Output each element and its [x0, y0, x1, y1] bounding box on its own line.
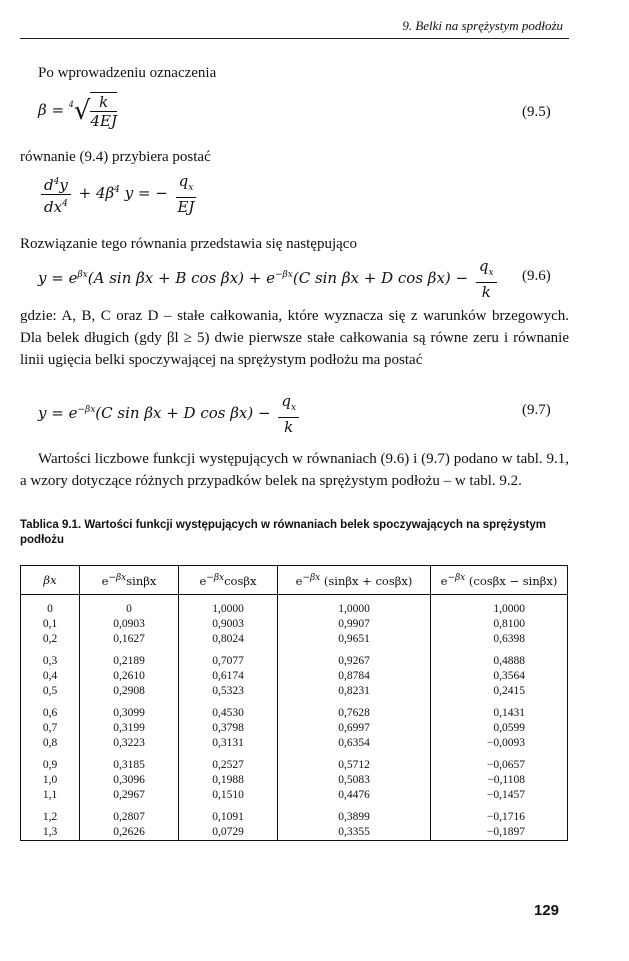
col-header [80, 566, 179, 595]
table-cell: 1,0 [21, 773, 80, 788]
table-cell: 0,4476 [278, 788, 431, 803]
spacer-cell [431, 803, 568, 810]
col-header-text: e [101, 573, 109, 588]
eq96-k: k [481, 283, 491, 301]
spacer-cell [179, 647, 278, 654]
col-header-sup: −βx [108, 572, 127, 583]
table-cell: 0,9907 [278, 617, 431, 632]
col-header [278, 566, 431, 595]
ode-q-sub: x [188, 183, 194, 193]
table-cell: 0,3096 [80, 773, 179, 788]
eq96-b-sup: −βx [275, 270, 293, 280]
equation-number-9-6: (9.6) [522, 268, 551, 284]
table-cell: 0,6354 [278, 736, 431, 751]
table-cell: −0,1108 [431, 773, 568, 788]
table-cell: 1,1 [21, 788, 80, 803]
table-cell: −0,0657 [431, 758, 568, 773]
ode-ej: EJ [177, 198, 195, 216]
col-header-text: (cosβx − sinβx) [465, 573, 558, 588]
spacer-cell [80, 699, 179, 706]
spacer-cell [80, 595, 179, 603]
table-row [21, 736, 568, 751]
spacer-cell [179, 699, 278, 706]
paragraph-5: Wartości liczbowe funkcji występujących w równaniach (9.6) i (9.7) podano w tabl. 9.1, a wzory dotyczące różnych przypadków belek na sprężystym podłożu – w tabl. 9.2. [20, 451, 569, 489]
table-cell: 0,2610 [80, 669, 179, 684]
col-header [179, 566, 278, 595]
table-cell: 0,2527 [179, 758, 278, 773]
ode-q: q [178, 172, 189, 190]
ode-d: d [44, 175, 54, 194]
col-header [431, 566, 568, 595]
spacer-cell [278, 595, 431, 603]
table-spacer-row [21, 803, 568, 810]
table-cell: 0 [21, 602, 80, 617]
ode-mid: + 4β [78, 184, 115, 202]
table-cell: 0,3 [21, 654, 80, 669]
running-header: 9. Belki na sprężystym podłożu [402, 18, 563, 33]
table-spacer-row [21, 647, 568, 654]
spacer-cell [431, 751, 568, 758]
col-header-text: sinβx [126, 573, 157, 588]
col-header-text: cosβx [224, 573, 257, 588]
eq95-numerator: k [90, 93, 117, 112]
table-cell: 0,8784 [278, 669, 431, 684]
paragraph-1: Po wprowadzeniu oznaczenia [38, 65, 217, 81]
eq95-root-index: 4 [68, 100, 74, 109]
table-cell: 0,8 [21, 736, 80, 751]
table-cell: 0,3355 [278, 825, 431, 841]
table-cell: 0,0729 [179, 825, 278, 841]
table-cell: 0,9267 [278, 654, 431, 669]
spacer-cell [21, 647, 80, 654]
eq95-lhs: β = [38, 101, 65, 119]
equation-number-9-5: (9.5) [522, 104, 551, 120]
table-cell: 0,2807 [80, 810, 179, 825]
table-cell: 0,7077 [179, 654, 278, 669]
table-cell: 0,0903 [80, 617, 179, 632]
spacer-cell [21, 595, 80, 603]
table-row [21, 617, 568, 632]
table-cell: −0,1716 [431, 810, 568, 825]
col-header-text: e [295, 573, 303, 588]
ode-d-sup: 4 [53, 176, 60, 187]
table-cell: 0,3564 [431, 669, 568, 684]
table-cell: 0,2189 [80, 654, 179, 669]
table-row [21, 758, 568, 773]
table-cell: 0,1091 [179, 810, 278, 825]
table-cell: 0,7628 [278, 706, 431, 721]
paragraph-3: Rozwiązanie tego równania przedstawia się następująco [20, 236, 357, 252]
table-cell: 0,5323 [179, 684, 278, 699]
table-row [21, 788, 568, 803]
table-row [21, 721, 568, 736]
table-cell: 0,2626 [80, 825, 179, 841]
table-cell: −0,0093 [431, 736, 568, 751]
col-header-sup: −βx [302, 572, 321, 583]
spacer-cell [21, 699, 80, 706]
table-row [21, 684, 568, 699]
col-header-text: e [199, 573, 207, 588]
values-table [20, 565, 568, 841]
spacer-cell [278, 803, 431, 810]
col-header-text: (sinβx + cosβx) [320, 573, 413, 588]
table-header-row [21, 566, 568, 595]
page-number: 129 [534, 902, 560, 919]
table-cell: 0,1431 [431, 706, 568, 721]
table-cell: 0,2908 [80, 684, 179, 699]
table-cell: 0,7 [21, 721, 80, 736]
eq96-q: q [478, 257, 489, 275]
table-cell: 0,2967 [80, 788, 179, 803]
table-cell: 0,3223 [80, 736, 179, 751]
table-cell: 0 [80, 602, 179, 617]
table-cell: 0,3798 [179, 721, 278, 736]
spacer-cell [278, 751, 431, 758]
spacer-cell [21, 803, 80, 810]
table-cell: −0,1457 [431, 788, 568, 803]
spacer-cell [278, 699, 431, 706]
col-header-text: βx [43, 573, 57, 587]
paragraph-2: równanie (9.4) przybiera postać [20, 149, 211, 165]
equation-ode [38, 172, 199, 216]
eq96-c: (C sin βx + D cos βx) − [292, 269, 469, 287]
spacer-cell [431, 647, 568, 654]
equation-9-6 [38, 257, 500, 301]
eq97-a-sup: −βx [77, 405, 96, 415]
table-spacer-row [21, 699, 568, 706]
spacer-cell [278, 647, 431, 654]
table-cell: 1,0000 [278, 602, 431, 617]
ode-mid2: y = − [124, 184, 168, 202]
table-row [21, 706, 568, 721]
table-cell: 0,1988 [179, 773, 278, 788]
table-row [21, 773, 568, 788]
table-cell: 0,6398 [431, 632, 568, 647]
table-cell: 0,3899 [278, 810, 431, 825]
ode-y: y [59, 175, 68, 194]
table-cell: 1,2 [21, 810, 80, 825]
ode-dx: dx [44, 197, 63, 216]
eq95-denominator: 4EJ [90, 112, 117, 130]
table-cell: 0,6 [21, 706, 80, 721]
table-cell: 0,9 [21, 758, 80, 773]
table-cell: 1,3 [21, 825, 80, 841]
table-cell: 0,3199 [80, 721, 179, 736]
table-cell: 0,6174 [179, 669, 278, 684]
eq97-q: q [281, 392, 291, 410]
table-cell: 0,8024 [179, 632, 278, 647]
table-row [21, 632, 568, 647]
table-cell: 1,0000 [431, 602, 568, 617]
table-cell: 0,2415 [431, 684, 568, 699]
eq96-a-sup: βx [77, 270, 88, 280]
table-cell: 0,9003 [179, 617, 278, 632]
table-cell: 1,0000 [179, 602, 278, 617]
table-row [21, 810, 568, 825]
equation-9-7 [38, 392, 302, 436]
table-caption: Tablica 9.1. Wartości funkcji występujących w równaniach belek spoczywających na sprężystym podłożu [20, 519, 547, 546]
table-cell: 0,4 [21, 669, 80, 684]
col-header-sup: −βx [447, 572, 466, 583]
table-cell: 0,0599 [431, 721, 568, 736]
table-cell: 0,6997 [278, 721, 431, 736]
table-cell: 0,4530 [179, 706, 278, 721]
table-cell: 0,1510 [179, 788, 278, 803]
spacer-cell [80, 751, 179, 758]
ode-dx-sup: 4 [62, 198, 68, 209]
table-cell: 0,8231 [278, 684, 431, 699]
table-cell: 0,5712 [278, 758, 431, 773]
table-spacer-row [21, 595, 568, 603]
spacer-cell [431, 699, 568, 706]
eq96-b: (A sin βx + B cos βx) + e [87, 269, 276, 287]
table-cell: 0,5 [21, 684, 80, 699]
spacer-cell [179, 751, 278, 758]
paragraph-4: gdzie: A, B, C oraz D – stałe całkowania, które wyznacza się z warunków brzegowych. Dla belek długich (gdy βl ≥ 5) dwie pierwsze stałe całkowania są równe zeru i równanie linii ugięcia belki spoczywającej na sprężystym podłożu ma postać [20, 308, 569, 368]
eq97-q-sub: x [290, 403, 297, 413]
spacer-cell [179, 803, 278, 810]
table-row [21, 602, 568, 617]
ode-mid-sup: 4 [114, 185, 120, 195]
eq96-q-sub: x [488, 268, 494, 278]
col-header [21, 566, 80, 595]
table-cell: 0,8100 [431, 617, 568, 632]
table-row [21, 654, 568, 669]
col-header-sup: −βx [206, 572, 225, 583]
table-cell: 0,3185 [80, 758, 179, 773]
col-header-text: e [440, 573, 448, 588]
table-row [21, 825, 568, 841]
table-cell: 0,4888 [431, 654, 568, 669]
equation-9-5: β = $^4$√ $\frac{k}{4EJ}$ [38, 93, 117, 130]
spacer-cell [80, 647, 179, 654]
table-spacer-row [21, 751, 568, 758]
table-cell: −0,1897 [431, 825, 568, 841]
table-cell: 0,3131 [179, 736, 278, 751]
eq97-a: y = e [38, 404, 78, 422]
table-row [21, 669, 568, 684]
eq96-a: y = e [38, 269, 78, 287]
spacer-cell [431, 595, 568, 603]
table-cell: 0,1627 [80, 632, 179, 647]
eq97-k: k [284, 418, 294, 436]
table-cell: 0,2 [21, 632, 80, 647]
table-cell: 0,3099 [80, 706, 179, 721]
equation-number-9-7: (9.7) [522, 402, 551, 418]
spacer-cell [80, 803, 179, 810]
table-cell: 0,5083 [278, 773, 431, 788]
table-cell: 0,1 [21, 617, 80, 632]
eq97-b: (C sin βx + D cos βx) − [95, 404, 271, 422]
spacer-cell [179, 595, 278, 603]
table-cell: 0,9651 [278, 632, 431, 647]
header-rule [20, 38, 569, 39]
spacer-cell [21, 751, 80, 758]
